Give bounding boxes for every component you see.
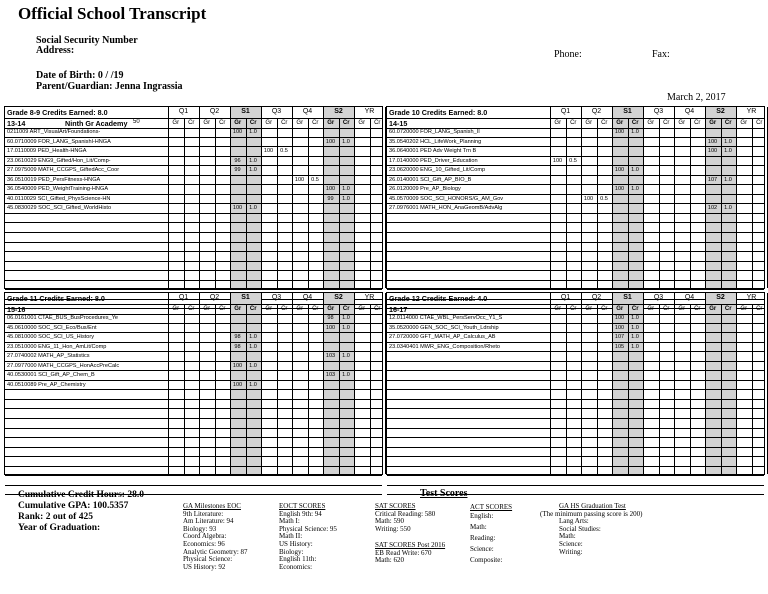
credit-hours: Cumulative Credit Hours: 28.0 [18, 490, 144, 500]
column-header-q1: Q1 [560, 294, 571, 301]
grade-col-label: Gr [678, 120, 686, 126]
grade-value: 100 [232, 381, 243, 388]
credit-col-label: Cr [663, 120, 670, 126]
course-name: 45.0810000 SOC_SCI_US_History [7, 334, 95, 341]
credit-value: 1.0 [631, 129, 639, 135]
fax-label: Fax: [652, 49, 670, 60]
course-row [387, 467, 764, 477]
column-header-q2: Q2 [209, 294, 220, 301]
course-name: 45.0830029 SOC_SCI_Gifted_WorldHisto [7, 205, 112, 212]
course-name: 60.0720000 FOR_LANG_Spanish_II [389, 129, 480, 135]
course-row [5, 252, 382, 262]
credit-col-label: Cr [188, 120, 195, 126]
grade-value: 100 [614, 315, 625, 321]
course-row [5, 419, 382, 429]
credit-value: 1.0 [724, 205, 732, 212]
sat-scores-block: SAT SCORES Critical Reading: 580 Math: 590 Writing: 550 [375, 502, 436, 533]
section-title: Grade 10 Credits Earned: 8.0 [389, 108, 488, 117]
column-header-q1: Q1 [178, 108, 189, 115]
course-row [387, 448, 764, 458]
course-name: 26.0140001 SCI_Gift_AP_BIO_B [389, 176, 472, 183]
credit-col-label: Cr [694, 120, 701, 126]
column-header-s1: S1 [623, 294, 632, 301]
course-row [5, 195, 382, 205]
course-name: 40.0510089 Pre_AP_Chemistry [7, 381, 86, 388]
course-row [5, 147, 382, 157]
course-row [5, 166, 382, 176]
column-header-q4: Q4 [302, 108, 313, 115]
course-row [387, 457, 764, 467]
column-header-q3: Q3 [271, 108, 282, 115]
column-header-s2: S2 [334, 108, 343, 115]
grade-value: 100 [232, 362, 243, 369]
academy-code: 50 [133, 119, 140, 125]
grade-value: 98 [327, 315, 334, 321]
grade-col-label: Gr [296, 306, 304, 312]
grade-value: 100 [614, 167, 625, 174]
course-row [5, 138, 382, 148]
course-row [5, 262, 382, 272]
credit-value: 1.0 [631, 343, 639, 350]
grade-col-label: Gr [554, 120, 562, 126]
column-header-q1: Q1 [178, 294, 189, 301]
course-row [5, 381, 382, 391]
credit-value: 0.5 [311, 176, 319, 183]
column-header-yr: YR [364, 108, 375, 115]
grade-value: 105 [614, 343, 625, 350]
credit-col-label: Cr [601, 120, 608, 126]
grade-col-label: Gr [234, 306, 242, 312]
dob-label: Date of Birth: 0 / /19 [36, 70, 124, 81]
column-header-yr: YR [746, 108, 757, 115]
column-header-s1: S1 [241, 108, 250, 115]
credit-col-label: Cr [631, 306, 639, 312]
credit-col-label: Cr [601, 306, 608, 312]
course-rows [387, 128, 764, 309]
course-name: 0211009 ART_VisualArt/Foundations- [7, 129, 101, 135]
course-name: 40.0530001 SCI_Gift_AP_Chem_B [7, 372, 95, 379]
ga-milestones-block: GA Milestones EOC 9th Literature: Am Literature: 94 Biology: 93 Coord Algebra: Economics: 96 Analytic Geometry: 87 Physical Science: US History: 92 [183, 502, 248, 571]
section-title: Grade 8-9 Credits Earned: 8.0 [7, 108, 108, 117]
credit-value: 1.0 [724, 148, 732, 155]
credit-col-label: Cr [312, 306, 319, 312]
course-row [387, 343, 764, 353]
grade-col-label: Gr [616, 306, 624, 312]
course-name: 06.0161001 CTAE_BUS_BusProcedures_Ye [7, 315, 119, 321]
school-years: 13-14 [7, 119, 26, 128]
grade-value: 100 [614, 324, 625, 331]
column-header-s1: S1 [241, 294, 250, 301]
credit-value: 1.0 [631, 186, 639, 193]
credit-value: 1.0 [249, 381, 257, 388]
grade-value: 100 [325, 186, 336, 193]
course-name: 12.0114000 CTAE_WBL_PersServOcc_Y1_S [389, 315, 503, 321]
column-header-q3: Q3 [653, 108, 664, 115]
grade-col-label: Gr [678, 306, 686, 312]
course-rows [5, 314, 382, 495]
credit-value: 1.0 [631, 315, 639, 321]
credit-value: 1.0 [342, 186, 350, 193]
rank: Rank: 2 out of 425 [18, 512, 93, 522]
course-row [387, 214, 764, 224]
course-name: 17.0140000 PED_Driver_Education [389, 157, 478, 164]
column-header-q3: Q3 [653, 294, 664, 301]
credit-value: 1.0 [342, 138, 350, 145]
column-header-q1: Q1 [560, 108, 571, 115]
course-row [387, 381, 764, 391]
grade-value: 100 [614, 186, 625, 193]
course-rows [5, 128, 382, 309]
credit-col-label: Cr [312, 120, 319, 126]
course-row [387, 271, 764, 281]
credit-value: 1.0 [249, 167, 257, 174]
grade-col-label: Gr [203, 306, 211, 312]
column-header-yr: YR [746, 294, 757, 301]
grade-value: 98 [234, 343, 241, 350]
course-name: 36.0640001 PED Adv Weight Trn B [389, 148, 477, 155]
course-row [5, 185, 382, 195]
credit-col-label: Cr [663, 306, 670, 312]
course-row [5, 176, 382, 186]
grade-value: 100 [232, 129, 243, 135]
course-name: 36.0540009 PED_WeightTraining-HNGA [7, 186, 109, 193]
credit-value: 1.0 [249, 362, 257, 369]
credit-col-label: Cr [281, 120, 288, 126]
credit-col-label: Cr [631, 120, 639, 126]
credit-col-label: Cr [694, 306, 701, 312]
credit-col-label: Cr [249, 306, 257, 312]
course-row [5, 333, 382, 343]
credit-value: 1.0 [342, 195, 350, 202]
credit-col-label: Cr [724, 120, 732, 126]
course-row [5, 128, 382, 138]
credit-col-label: Cr [281, 306, 288, 312]
course-row [387, 166, 764, 176]
course-row [5, 362, 382, 372]
grade-value: 107 [707, 176, 718, 183]
course-row [5, 281, 382, 291]
eoct-scores-block: EOCT SCORES English 9th: 94 Math I: Physical Science: 95 Math II: US History: Biology: English 11th: Economics: [279, 502, 337, 571]
grade-section [4, 106, 383, 289]
grade-col-label: Gr [709, 120, 717, 126]
column-header-s1: S1 [623, 108, 632, 115]
column-header-q4: Q4 [684, 294, 695, 301]
course-name: 27.0740002 MATH_AP_Statistics [7, 353, 90, 360]
course-row [387, 438, 764, 448]
course-row [387, 400, 764, 410]
course-name: 26.0120009 Pre_AP_Biology [389, 186, 461, 193]
course-row [5, 223, 382, 233]
grade-value: 100 [232, 205, 243, 212]
course-row [5, 204, 382, 214]
credit-col-label: Cr [342, 306, 350, 312]
grade-col-label: Gr [296, 120, 304, 126]
credit-col-label: Cr [188, 306, 195, 312]
course-name: 23.0620000 ENG_10_Gifted_Lit/Comp [389, 167, 486, 174]
course-name: 45.0610000 SOC_SCI_Eco/Bus/Ent [7, 324, 97, 331]
grade-value: 100 [294, 176, 305, 183]
credit-value: 1.0 [342, 372, 350, 379]
grade-value: 102 [707, 205, 718, 212]
grade-value: 100 [263, 148, 274, 155]
ga-hs-graduation-test-block: GA HS Graduation Test (The minimum passing score is 200) Lang Arts: Social Studies: Math: Science: Writing: [540, 502, 643, 556]
course-row [5, 157, 382, 167]
course-name: 27.0975009 MATH_CCGPS_GiftedAcc_Coor [7, 167, 120, 174]
course-row [387, 195, 764, 205]
credit-value: 0.5 [280, 148, 288, 155]
course-name: 40.0110029 SCI_Gifted_PhysScience-HN [7, 195, 111, 202]
gpa: Cumulative GPA: 100.5357 [18, 501, 129, 511]
credit-value: 1.0 [631, 324, 639, 331]
credit-value: 1.0 [249, 129, 257, 135]
school-years: 14-15 [389, 119, 408, 128]
grade-col-label: Gr [616, 120, 624, 126]
credit-col-label: Cr [219, 120, 226, 126]
credit-value: 1.0 [249, 205, 257, 212]
grade-section [386, 106, 765, 289]
column-header-q4: Q4 [684, 108, 695, 115]
grade-value: 96 [234, 157, 241, 164]
grade-value: 100 [552, 157, 563, 164]
credit-value: 1.0 [342, 315, 350, 321]
column-header-q2: Q2 [591, 294, 602, 301]
course-row [5, 467, 382, 477]
grade-col-label: Gr [585, 120, 593, 126]
course-row [387, 476, 764, 486]
course-row [387, 185, 764, 195]
course-row [5, 476, 382, 486]
course-rows [387, 314, 764, 495]
phone-label: Phone: [554, 49, 582, 60]
academy-name: Ninth Gr Academy [65, 119, 128, 128]
course-row [5, 448, 382, 458]
course-row [387, 281, 764, 291]
sat-post-2016-block: SAT SCORES Post 2016 EB Read Write: 670 Math: 620 [375, 541, 446, 565]
course-row [387, 429, 764, 439]
course-row [387, 138, 764, 148]
credit-value: 1.0 [724, 138, 732, 145]
grade-value: 100 [325, 324, 336, 331]
course-row [5, 233, 382, 243]
credit-value: 1.0 [724, 176, 732, 183]
grade-col-label: Gr [709, 306, 717, 312]
credit-value: 1.0 [342, 324, 350, 331]
school-years: 16-17 [389, 305, 408, 314]
credit-value: 1.0 [631, 334, 639, 341]
credit-value: 1.0 [249, 343, 257, 350]
grade-col-label: Gr [647, 306, 655, 312]
credit-col-label: Cr [374, 120, 381, 126]
grade-value: 100 [583, 195, 594, 202]
credit-col-label: Cr [374, 306, 381, 312]
course-row [387, 128, 764, 138]
course-row [387, 252, 764, 262]
course-row [387, 352, 764, 362]
transcript-date: March 2, 2017 [667, 92, 726, 103]
column-header-s2: S2 [716, 294, 725, 301]
credit-value: 1.0 [631, 167, 639, 174]
grade-value: 99 [327, 195, 334, 202]
credit-col-label: Cr [756, 306, 763, 312]
graduation-year: Year of Graduation: [18, 523, 101, 533]
parent-label: Parent/Guardian: Jenna Ingrassia [36, 81, 183, 92]
grade-value: 100 [707, 148, 718, 155]
grade-value: 107 [614, 334, 625, 341]
course-row [387, 262, 764, 272]
credit-value: 1.0 [342, 353, 350, 360]
grade-col-label: Gr [647, 120, 655, 126]
grade-col-label: Gr [585, 306, 593, 312]
grade-col-label: Gr [203, 120, 211, 126]
credit-value: 1.0 [249, 157, 257, 164]
credit-col-label: Cr [756, 120, 763, 126]
course-row [387, 157, 764, 167]
course-name: 23.0610029 ENG9_Gifted/Hon_Lit/Comp- [7, 157, 111, 164]
course-row [387, 314, 764, 324]
grade-col-label: Gr [740, 120, 748, 126]
ssn-label: Social Security Number [36, 35, 138, 46]
grade-value: 103 [325, 372, 336, 379]
course-row [5, 271, 382, 281]
grade-col-label: Gr [358, 120, 366, 126]
course-name: 35.0520000 GEN_SOC_SCI_Youth_Ldrship [389, 324, 499, 331]
grade-value: 100 [614, 129, 625, 135]
course-row [387, 223, 764, 233]
address-label: Address: [36, 45, 75, 56]
grade-section [4, 292, 383, 475]
credit-col-label: Cr [570, 120, 577, 126]
course-row [5, 400, 382, 410]
course-row [387, 390, 764, 400]
course-row [5, 314, 382, 324]
course-row [5, 438, 382, 448]
course-name: 36.0510019 PED_PersFitness-HNGA [7, 176, 101, 183]
course-row [5, 343, 382, 353]
course-row [387, 362, 764, 372]
course-row [5, 352, 382, 362]
course-row [387, 371, 764, 381]
column-header-s2: S2 [716, 108, 725, 115]
grade-col-label: Gr [265, 120, 273, 126]
course-name: 23.0510000 ENG_11_Hon_AmLit/Comp [7, 343, 107, 350]
course-row [5, 243, 382, 253]
course-name: 27.0977000 MATH_CCGPS_HonAccPreCalc [7, 362, 120, 369]
column-header-s2: S2 [334, 294, 343, 301]
course-row [387, 233, 764, 243]
course-row [5, 457, 382, 467]
course-row [387, 409, 764, 419]
column-header-q3: Q3 [271, 294, 282, 301]
course-row [5, 390, 382, 400]
course-row [387, 204, 764, 214]
course-row [5, 324, 382, 334]
course-name: 60.0710009 FOR_LANG_Spanishl-HNGA [7, 138, 111, 145]
credit-col-label: Cr [219, 306, 226, 312]
credit-col-label: Cr [249, 120, 257, 126]
course-row [5, 429, 382, 439]
column-header-yr: YR [364, 294, 375, 301]
school-years: 15-16 [7, 305, 26, 314]
grade-col-label: Gr [172, 120, 180, 126]
course-name: 45.0570009 SOC_SCI_HONORS/G_AM_Gov [389, 195, 504, 202]
grade-section [386, 292, 765, 475]
course-name: 17.0110009 PED_Health-HNGA [7, 148, 87, 155]
grade-value: 99 [234, 167, 241, 174]
grade-col-label: Gr [327, 120, 335, 126]
grade-col-label: Gr [740, 306, 748, 312]
grade-value: 103 [325, 353, 336, 360]
course-row [387, 147, 764, 157]
credit-value: 1.0 [249, 334, 257, 341]
credit-col-label: Cr [342, 120, 350, 126]
course-row [387, 324, 764, 334]
course-name: 23.0340401 MWR_ENG_Composition/Rheto [389, 343, 501, 350]
section-title: Grade 12 Credits Earned: 4.0 [389, 294, 488, 303]
column-header-q4: Q4 [302, 294, 313, 301]
grade-col-label: Gr [172, 306, 180, 312]
course-row [387, 176, 764, 186]
grade-col-label: Gr [234, 120, 242, 126]
credit-value: 0.5 [600, 195, 608, 202]
course-row [387, 333, 764, 343]
course-row [5, 214, 382, 224]
grade-value: 100 [325, 138, 336, 145]
column-header-q2: Q2 [591, 108, 602, 115]
act-scores-block: ACT SCORES English: Math: Reading: Science: Composite: [470, 503, 513, 564]
course-row [387, 419, 764, 429]
course-name: 27.0976001 MATH_HON_AnaGeomB/AdvAlg [389, 205, 503, 212]
course-name: 27.0720000 GFT_MATH_AP_Calculus_AB [389, 334, 496, 341]
course-row [387, 243, 764, 253]
column-header-q2: Q2 [209, 108, 220, 115]
grade-col-label: Gr [265, 306, 273, 312]
grade-col-label: Gr [358, 306, 366, 312]
section-title: Grade 11 Credits Earned: 8.0 [7, 294, 105, 303]
grade-value: 98 [234, 334, 241, 341]
course-row [5, 409, 382, 419]
course-name: 35.0540202 HCL_LifeWork_Planning [389, 138, 482, 145]
grade-value: 100 [707, 138, 718, 145]
credit-col-label: Cr [570, 306, 577, 312]
credit-col-label: Cr [724, 306, 732, 312]
grade-col-label: Gr [554, 306, 562, 312]
test-scores-title: Test Scores [420, 488, 468, 499]
grade-col-label: Gr [327, 306, 335, 312]
credit-value: 0.5 [569, 157, 577, 164]
transcript-title: Official School Transcript [18, 4, 207, 23]
course-row [5, 371, 382, 381]
